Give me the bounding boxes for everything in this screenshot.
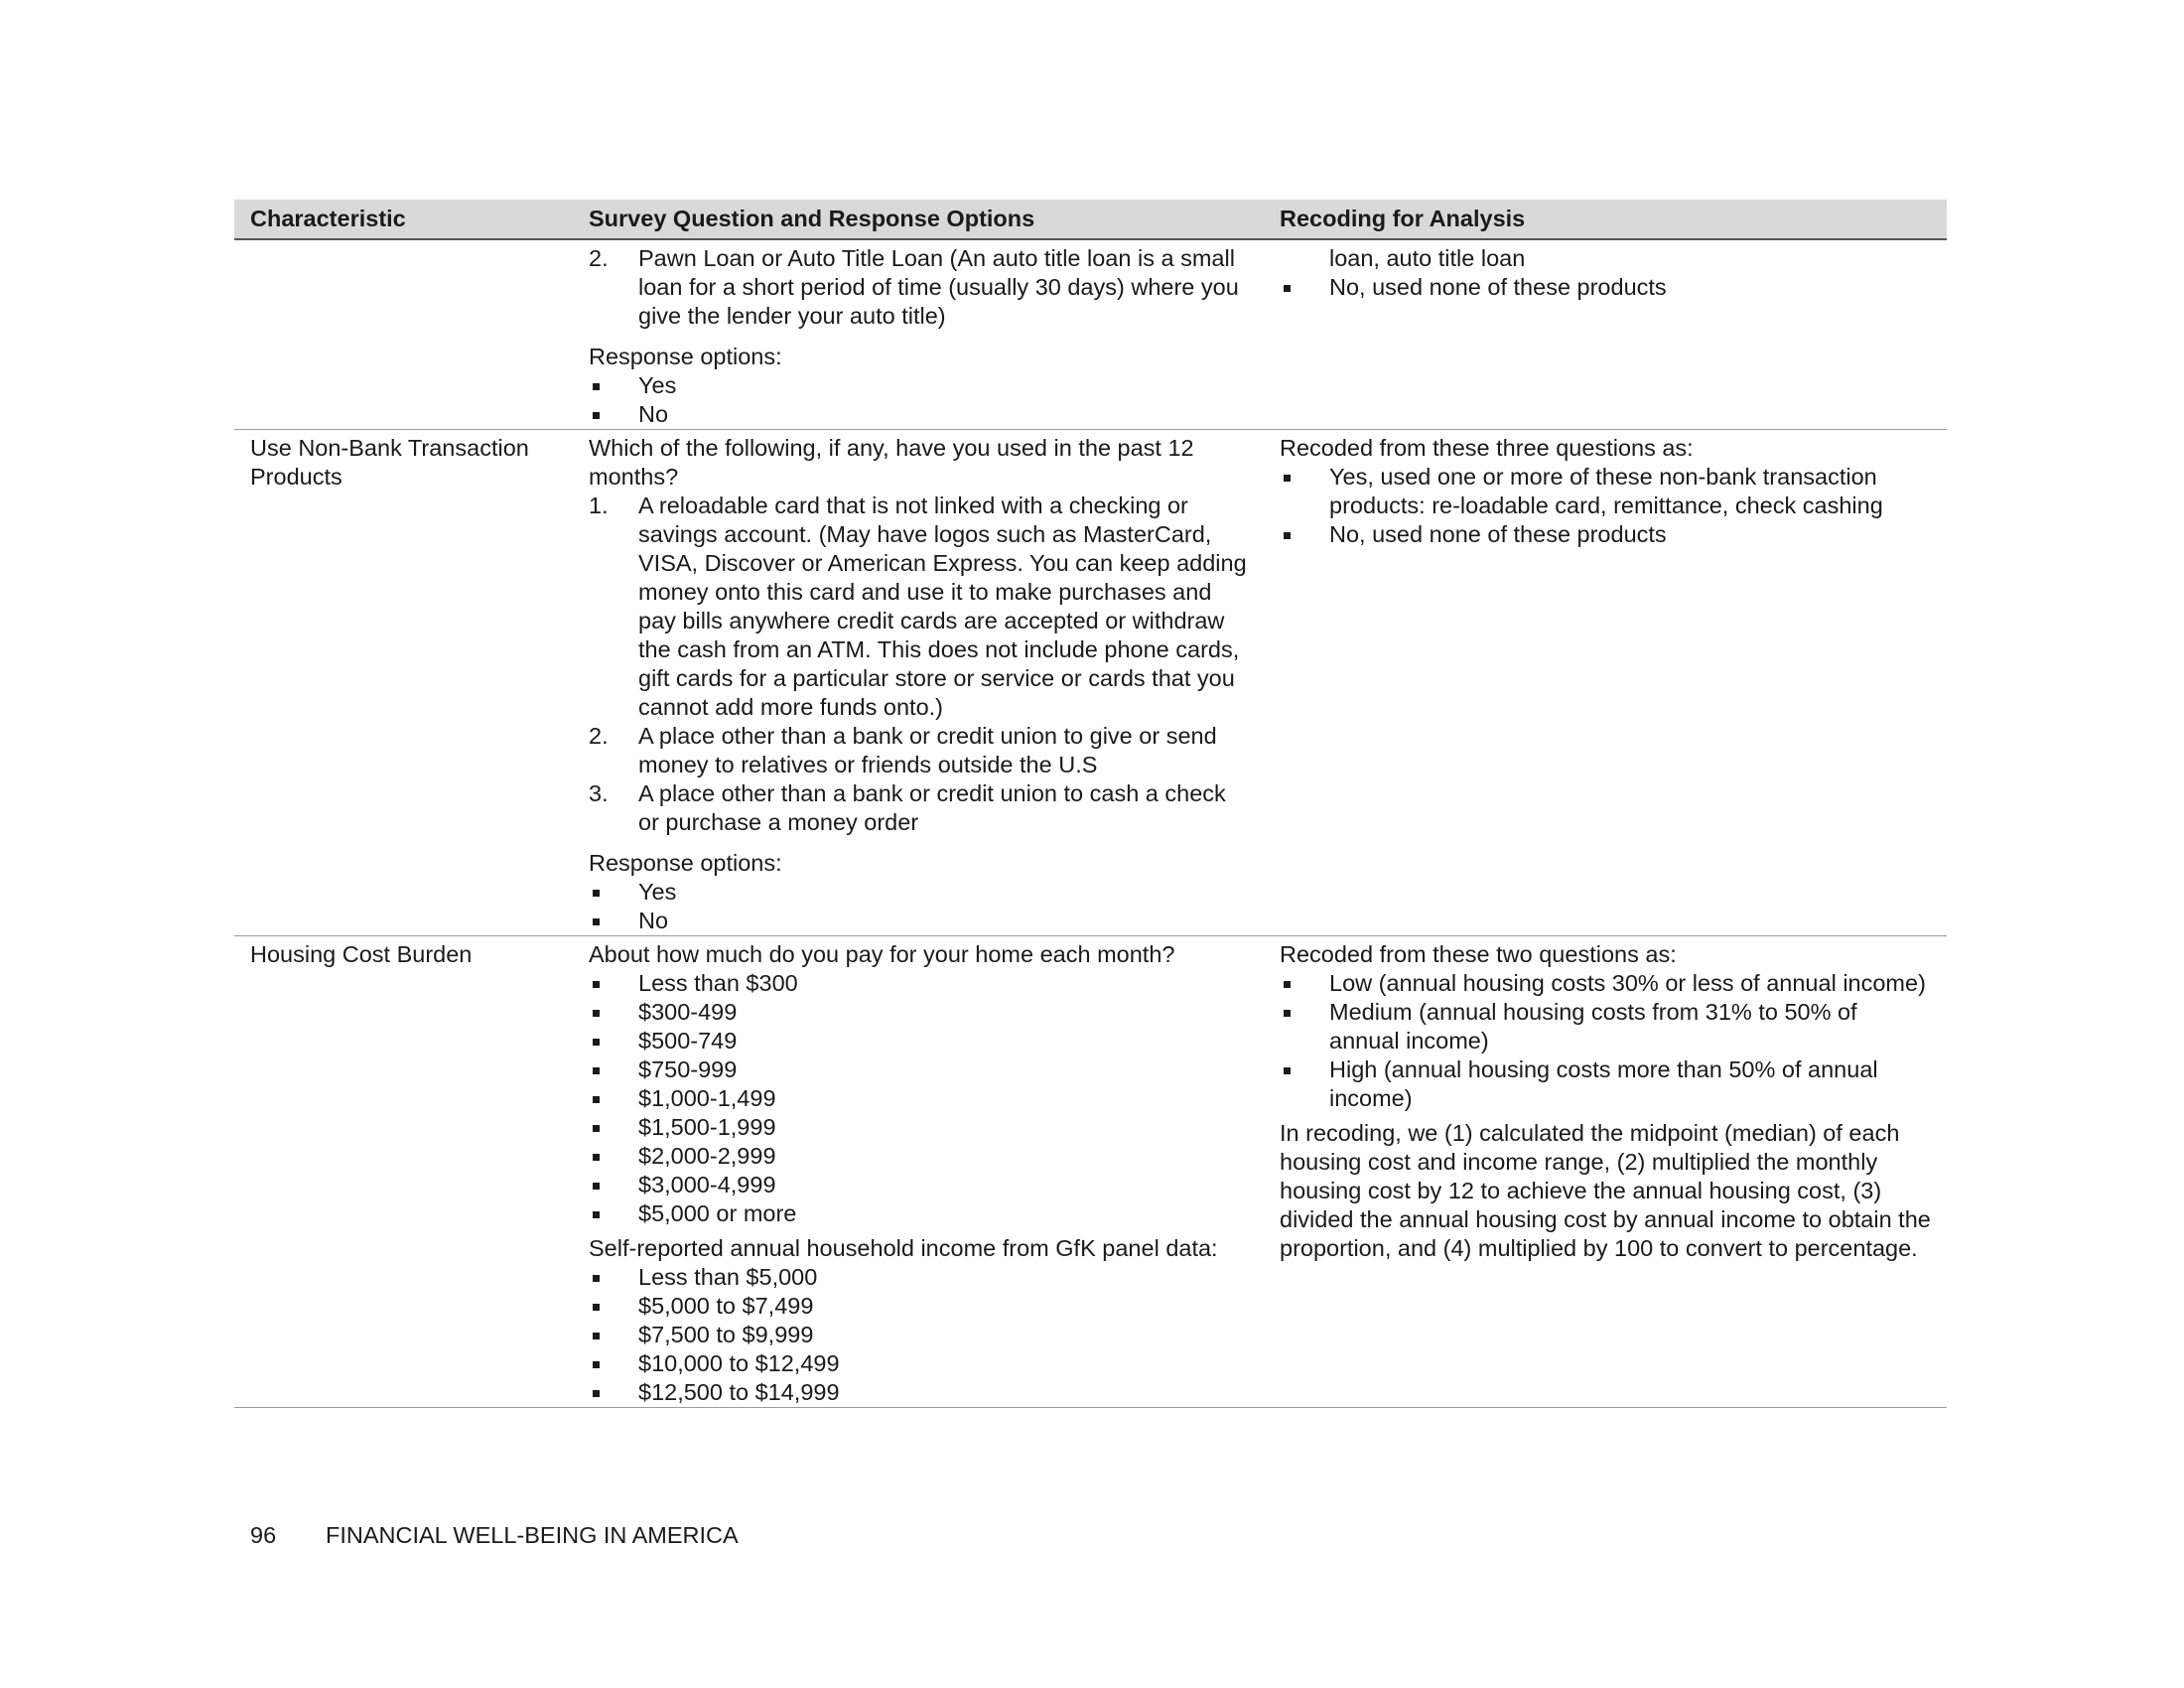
list-item: $3,000-4,999 — [589, 1171, 1250, 1199]
bullet-icon — [593, 1067, 600, 1074]
list-item: 2. Pawn Loan or Auto Title Loan (An auto title loan is a small loan for a short period of time (usually 30 days) where you give the lender your auto title) — [589, 245, 1239, 329]
list-item: Yes — [589, 878, 1250, 907]
bullet-icon — [593, 1125, 600, 1132]
question-cell — [573, 430, 1264, 936]
list-item: $7,500 to $9,999 — [589, 1321, 1250, 1349]
footer-title: FINANCIAL WELL-BEING IN AMERICA — [326, 1522, 739, 1548]
characteristic-cell: Housing Cost Burden — [234, 936, 573, 1408]
list-item: $2,000-2,999 — [589, 1142, 1250, 1171]
list-item: 3. A place other than a bank or credit union to cash a check or purchase a money order — [589, 780, 1226, 835]
bullet-icon — [1284, 1010, 1291, 1017]
bullet-icon — [593, 890, 600, 897]
list-item: No — [589, 400, 1250, 429]
income-options-list — [589, 1263, 1250, 1407]
list-item: $500-749 — [589, 1027, 1250, 1055]
list-item: $750-999 — [589, 1055, 1250, 1084]
bullet-icon — [593, 1304, 600, 1311]
bullet-icon — [1284, 1067, 1291, 1074]
list-item: 1. A reloadable card that is not linked with a checking or savings account. (May have logos such as MasterCard, VISA, Discover or American Express. You can keep adding money onto this card and use it to make purchases and pay bills anywhere credit cards are accepted or withdraw the cash from an ATM. This does not include phone cards, gift cards for a particular store or service or cards that you cannot add more funds onto.) — [589, 492, 1247, 720]
header-survey-question: Survey Question and Response Options — [573, 200, 1264, 239]
bullet-icon — [593, 918, 600, 925]
list-item: $1,000-1,499 — [589, 1084, 1250, 1113]
question-cell — [573, 936, 1264, 1408]
bullet-icon — [593, 383, 600, 390]
bullet-icon — [593, 1154, 600, 1161]
list-item: Less than $5,000 — [589, 1263, 1250, 1292]
question-cell — [573, 239, 1264, 430]
characteristic-cell: Use Non-Bank Transaction Products — [234, 430, 573, 936]
survey-table — [234, 200, 1947, 1408]
page-number: 96 — [250, 1522, 277, 1548]
recode-intro: Recoded from these three questions as: — [1280, 435, 1694, 461]
characteristic-cell — [234, 239, 573, 430]
response-options-list — [589, 371, 1250, 429]
bullet-icon — [593, 412, 600, 419]
list-item: Yes — [589, 371, 1250, 400]
table-row — [234, 430, 1947, 936]
question-numbered-list — [589, 244, 1250, 331]
bullet-icon — [593, 1390, 600, 1397]
list-item: $5,000 or more — [589, 1199, 1250, 1228]
bullet-icon — [593, 981, 600, 988]
recode-note: In recoding, we (1) calculated the midpoint (median) of each housing cost and income range, (2) multiplied the monthly housing cost by 12 to achieve the annual housing cost, (3) divided the annual housing cost by annual income to obtain the proportion, and (4) multiplied by 100 to convert to percentage. — [1280, 1120, 1931, 1261]
list-item: No, used none of these products — [1280, 273, 1933, 302]
table-row — [234, 239, 1947, 430]
list-item: High (annual housing costs more than 50% of annual income) — [1280, 1055, 1933, 1113]
recode-intro: Recoded from these two questions as: — [1280, 941, 1677, 967]
question-numbered-list — [589, 492, 1250, 837]
response-options-label: Response options: — [589, 344, 782, 369]
table-header-row — [234, 200, 1947, 239]
list-item: 2. A place other than a bank or credit union to give or send money to relatives or friends outside the U.S — [589, 723, 1217, 777]
list-item: No — [589, 907, 1250, 935]
recode-continuation-text: loan, auto title loan — [1329, 245, 1526, 271]
income-question-text: Self-reported annual household income from GfK panel data: — [589, 1235, 1218, 1261]
header-recoding: Recoding for Analysis — [1264, 200, 1947, 239]
list-item: $1,500-1,999 — [589, 1113, 1250, 1142]
recoding-cell — [1264, 430, 1947, 936]
response-options-label: Response options: — [589, 850, 782, 876]
recoding-cell — [1264, 936, 1947, 1408]
bullet-icon — [593, 1361, 600, 1368]
recode-list — [1280, 463, 1933, 549]
list-item: $300-499 — [589, 998, 1250, 1027]
list-item: Less than $300 — [589, 969, 1250, 998]
list-item: Medium (annual housing costs from 31% to 50% of annual income) — [1280, 998, 1933, 1055]
bullet-icon — [593, 1010, 600, 1017]
table-row — [234, 936, 1947, 1408]
recoding-cell — [1264, 239, 1947, 430]
list-item: Yes, used one or more of these non-bank transaction products: re-loadable card, remittance, check cashing — [1280, 463, 1933, 520]
bullet-icon — [593, 1039, 600, 1046]
bullet-icon — [1284, 285, 1291, 292]
list-item: $5,000 to $7,499 — [589, 1292, 1250, 1321]
housing-options-list — [589, 969, 1250, 1228]
bullet-icon — [593, 1275, 600, 1282]
bullet-icon — [593, 1211, 600, 1218]
bullet-icon — [593, 1096, 600, 1103]
bullet-icon — [1284, 981, 1291, 988]
list-item: $10,000 to $12,499 — [589, 1349, 1250, 1378]
list-item: $12,500 to $14,999 — [589, 1378, 1250, 1407]
list-item: No, used none of these products — [1280, 520, 1933, 549]
recode-list — [1280, 969, 1933, 1113]
bullet-icon — [593, 1333, 600, 1339]
list-item: Low (annual housing costs 30% or less of annual income) — [1280, 969, 1933, 998]
response-options-list — [589, 878, 1250, 935]
bullet-icon — [593, 1183, 600, 1190]
header-characteristic: Characteristic — [234, 200, 573, 239]
recode-list — [1280, 273, 1933, 302]
question-text: Which of the following, if any, have you used in the past 12 months? — [589, 435, 1194, 490]
question-text: About how much do you pay for your home each month? — [589, 941, 1175, 967]
page-footer — [250, 1521, 739, 1550]
bullet-icon — [1284, 532, 1291, 539]
bullet-icon — [1284, 475, 1291, 482]
